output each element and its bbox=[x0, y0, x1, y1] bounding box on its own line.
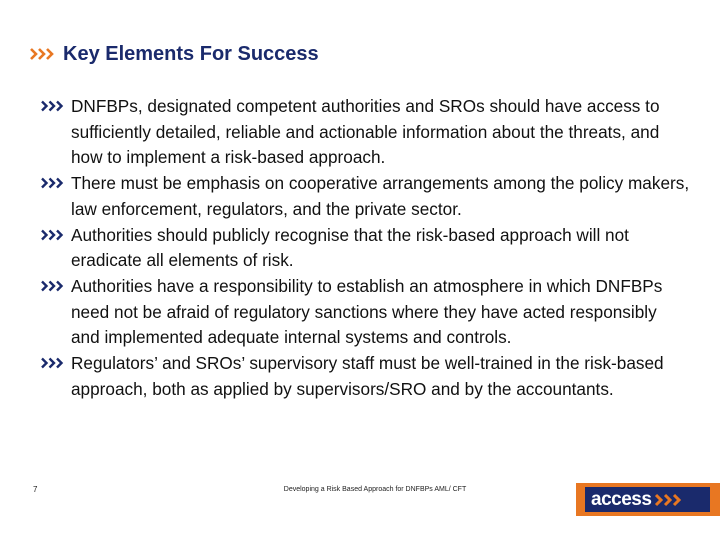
bullet-item bbox=[40, 94, 690, 171]
footer-caption: Developing a Risk Based Approach for DNFBPs AML/ CFT bbox=[283, 486, 467, 493]
access-logo bbox=[576, 483, 720, 516]
bullet-chevron-icon bbox=[41, 229, 67, 241]
bullet-text: Authorities should publicly recognise that the risk-based approach will not eradicate all elements of risk. bbox=[71, 224, 629, 271]
bullet-item bbox=[40, 171, 690, 222]
bullet-text: DNFBPs, designated competent authorities and SROs should have access to sufficiently detailed, reliable and actionable information about the threats, and how to implement a risk-based approach. bbox=[71, 96, 660, 168]
bullet-chevron-icon bbox=[41, 177, 67, 189]
logo-chevron-icon bbox=[654, 493, 688, 507]
bullet-item bbox=[40, 351, 690, 402]
page-number: 7 bbox=[33, 485, 38, 494]
bullet-item bbox=[40, 274, 690, 351]
bullet-text: Authorities have a responsibility to establish an atmosphere in which DNFBPs need not be afraid of regulatory sanctions where they have acted responsibly and implemented adequate internal systems and controls. bbox=[71, 275, 663, 348]
bullet-text: There must be emphasis on cooperative arrangements among the policy makers, law enforcement, regulators, and the private sector. bbox=[71, 173, 690, 219]
logo-banner bbox=[585, 487, 710, 512]
bullet-chevron-icon bbox=[41, 100, 67, 112]
bullet-list bbox=[40, 94, 690, 402]
logo-wordmark: access bbox=[591, 489, 652, 510]
bullet-text: Regulators’ and SROs’ supervisory staff must be well-trained in the risk-based approach, both as applied by supervisors/SRO and by the accountants. bbox=[71, 353, 664, 399]
page-title: Key Elements For Success bbox=[63, 42, 319, 65]
bullet-chevron-icon bbox=[41, 357, 67, 369]
title-chevron-icon bbox=[30, 47, 56, 61]
slide-title bbox=[30, 41, 319, 67]
bullet-chevron-icon bbox=[41, 280, 67, 292]
bullet-item bbox=[40, 223, 690, 274]
